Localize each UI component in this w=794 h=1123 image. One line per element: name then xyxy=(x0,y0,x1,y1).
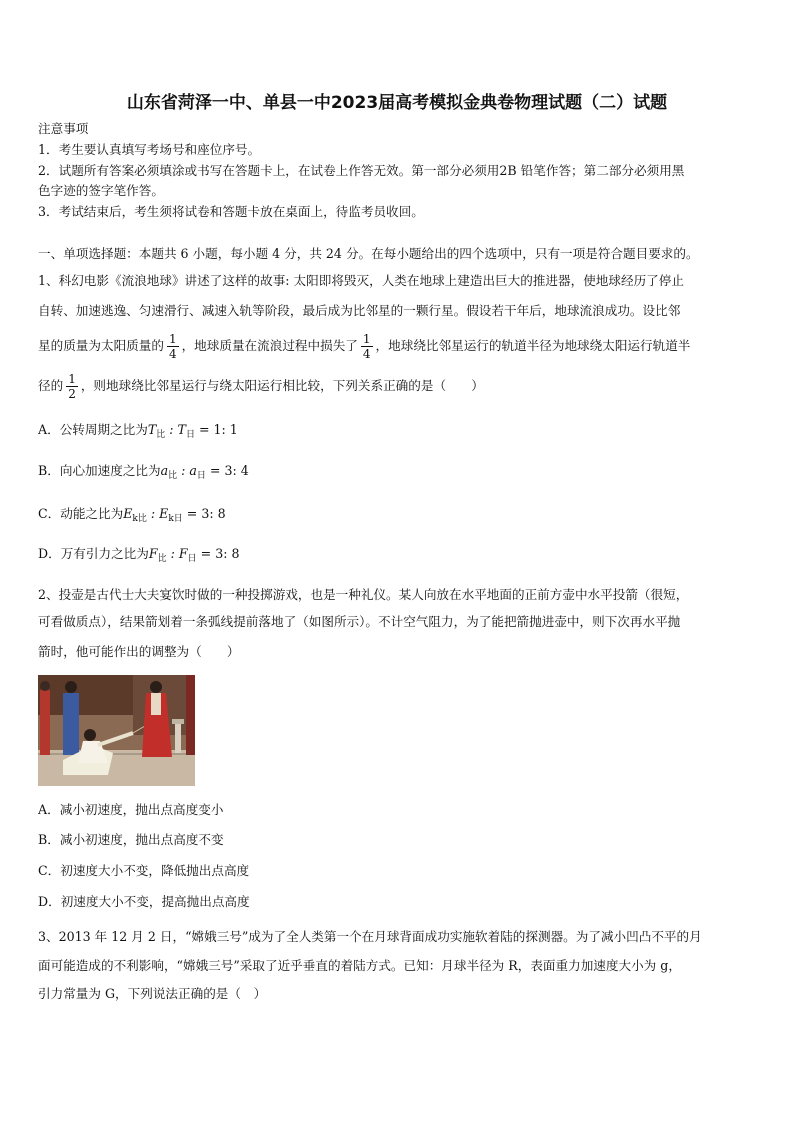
question-1-text: 自转、加速逃逸、匀速滑行、减速入轨等阶段，最后成为比邻星的一颗行星。假设若干年后，地球流浪成功。设比邻 xyxy=(38,303,681,318)
subscript: 日 xyxy=(187,554,197,564)
question-2-text: 箭时，他可能作出的调整为（ ） xyxy=(38,644,240,659)
option-label: A．公转周期之比为 xyxy=(38,422,148,437)
ratio-value: = 1: 1 xyxy=(194,422,238,437)
subscript: 比 xyxy=(156,430,166,440)
math-symbol: F xyxy=(178,546,188,561)
question-2-text: 2、投壶是古代士大夫宴饮时做的一种投掷游戏，也是一种礼仪。某人向放在水平地面的正前方壶中水平投箭（很短， xyxy=(38,587,689,602)
option-c[interactable]: C．初速度大小不变，降低抛出点高度 xyxy=(38,863,250,878)
q1-text-segment: ，地球质量在流浪过程中损失了 xyxy=(181,338,358,353)
notice-item: 色字迹的签字笔作答。 xyxy=(38,183,164,198)
subscript: 日 xyxy=(196,471,206,481)
subscript: 日 xyxy=(185,430,195,440)
option-c[interactable]: C．动能之比为$E_{k比}$ : $E_{k日} = 3$: 8 xyxy=(38,506,226,524)
math-symbol: a xyxy=(160,463,169,478)
option-d[interactable]: D．万有引力之比为$F_比$ : $F_日 = 3$: 8 xyxy=(38,546,240,564)
fraction-denominator: 4 xyxy=(168,347,177,361)
option-a[interactable]: A．减小初速度，抛出点高度变小 xyxy=(38,802,224,817)
fraction-half xyxy=(66,372,78,401)
notice-item: 2．试题所有答案必须填涂或书写在答题卡上，在试卷上作答无效。第一部分必须用2B 铅笔作答；第二部分必须用黑 xyxy=(38,163,685,178)
subscript: 比 xyxy=(157,554,167,564)
q1-text-segment: ，地球绕比邻星运行的轨道半径为地球绕太阳运行轨道半 xyxy=(375,338,691,353)
q1-text-segment: ，则地球绕比邻星运行与绕太阳运行相比较，下列关系正确的是（ ） xyxy=(80,378,484,393)
subscript: 比 xyxy=(168,471,178,481)
fraction-numerator: 1 xyxy=(362,332,371,346)
pitch-pot-photo xyxy=(38,675,195,786)
fraction-denominator: 4 xyxy=(362,347,371,361)
notice-item: 1．考生要认真填写考场号和座位序号。 xyxy=(38,142,261,157)
option-d[interactable]: D．初速度大小不变，提高抛出点高度 xyxy=(38,894,250,909)
q1-text-segment: 星的质量为太阳质量的 xyxy=(38,338,164,353)
option-b[interactable]: B．向心加速度之比为$a_比$ : $a_日 = 3$: 4 xyxy=(38,463,249,481)
question-3-text: 3、2013 年 12 月 2 日，“嫦娥三号”成为了全人类第一个在月球背面成功实施软着陆的探测器。为了减小凹凸不平的月 xyxy=(38,929,702,944)
fraction-numerator: 1 xyxy=(168,332,177,346)
math-symbol: E xyxy=(123,506,133,521)
question-3-text: 引力常量为 G，下列说法正确的是（ ） xyxy=(38,986,267,1001)
section-heading: 一、单项选择题：本题共 6 小题，每小题 4 分，共 24 分。在每小题给出的四个选项中，只有一项是符合题目要求的。 xyxy=(38,246,699,261)
option-a[interactable]: A．公转周期之比为$T_比$ : $T_日 = 1$: 1 xyxy=(38,422,238,440)
subscript: k日 xyxy=(168,514,183,524)
math-symbol: a xyxy=(189,463,197,478)
question-2-text: 可看做质点），结果箭划着一条弧线提前落地了（如图所示）。不计空气阻力，为了能把箭抛进壶中，则下次再水平抛 xyxy=(38,614,681,629)
ratio-value: = 3: 8 xyxy=(196,546,240,561)
ratio-value: = 3: 8 xyxy=(182,506,226,521)
notice-heading: 注意事项 xyxy=(38,121,89,136)
fraction-denominator: 2 xyxy=(68,387,76,401)
question-3-text: 面可能造成的不利影响，“嫦娥三号”采取了近乎垂直的着陆方式。已知：月球半径为 R，表面重力加速度大小为 g， xyxy=(38,958,681,973)
ratio-value: = 3: 4 xyxy=(205,463,249,478)
math-symbol: T xyxy=(147,422,157,437)
page-title: 山东省菏泽一中、单县一中2023届高考模拟金典卷物理试题（二）试题 xyxy=(126,93,668,113)
q1-text-segment: 径的 xyxy=(38,378,64,393)
math-symbol: E xyxy=(159,506,169,521)
fraction-numerator: 1 xyxy=(68,372,76,386)
fraction-quarter xyxy=(167,332,179,361)
option-b[interactable]: B．减小初速度，抛出点高度不变 xyxy=(38,832,224,847)
question-1-text xyxy=(38,328,758,364)
question-1-text: 1、科幻电影《流浪地球》讲述了这样的故事: 太阳即将毁灭，人类在地球上建造出巨大的推进器，使地球经历了停止 xyxy=(38,273,684,288)
option-label: B．向心加速度之比为 xyxy=(38,463,161,478)
question-1-text xyxy=(38,368,758,404)
subscript: k比 xyxy=(132,514,147,524)
option-label: C．动能之比为 xyxy=(38,506,124,521)
math-symbol: T xyxy=(177,422,186,437)
notice-item: 3．考试结束后，考生须将试卷和答题卡放在桌面上，待监考员收回。 xyxy=(38,204,424,219)
math-symbol: F xyxy=(148,546,158,561)
fraction-quarter xyxy=(361,332,373,361)
option-label: D．万有引力之比为 xyxy=(38,546,149,561)
